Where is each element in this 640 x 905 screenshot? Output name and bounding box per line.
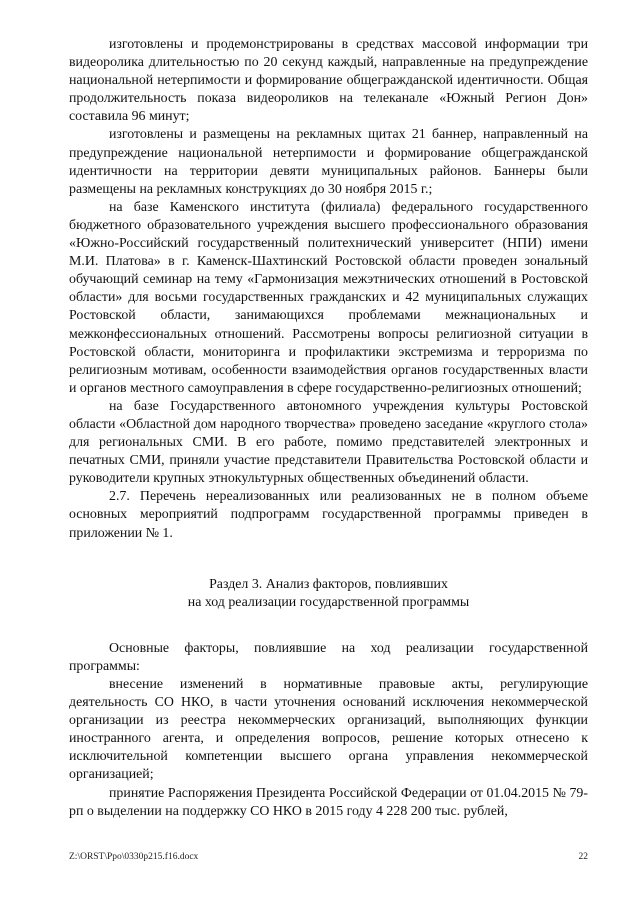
paragraph-round-table: на базе Государственного автономного учреждения культуры Ростовской области «Областной дом народного творчества» проведено заседание «круглого стола» для региональных СМИ. В его работе, помимо представителей электронных и печатных СМИ, приняли участие представители Правительства Ростовской области и руководители крупных этнокультурных общественных объединений области. <box>69 398 588 487</box>
section-heading-line-1: Раздел 3. Анализ факторов, повлиявших <box>209 576 448 592</box>
section-heading-line-2: на ход реализации государственной программы <box>187 594 470 610</box>
footer-page-number: 22 <box>578 852 588 862</box>
paragraph-banners: изготовлены и размещены на рекламных щитах 21 баннер, направленный на предупреждение национальной нетерпимости и формирование общегражданской идентичности на территории девяти муниципальных районов. Баннеры были размещены на рекламных конструкциях до 30 ноября 2015 г.; <box>69 127 588 197</box>
section-heading <box>69 576 588 612</box>
page-footer <box>69 852 588 862</box>
footer-file-path: Z:\ORST\Ppo\0330p215.f16.docx <box>69 852 199 862</box>
paragraph-videos: изготовлены и продемонстрированы в средствах массовой информации три видеоролика длительностью по 20 секунд каждый, направленные на предупреждение национальной нетерпимости и формирование общегражданской идентичности. Общая продолжительность показа видеороликов на телеканале «Южный Регион Дон» составила 96 минут; <box>69 37 588 125</box>
document-body <box>69 36 588 821</box>
paragraph-presidential-order: принятие Распоряжения Президента Российской Федерации от 01.04.2015 № 79-рп о выделении на поддержку СО НКО в 2015 году 4 228 200 тыс. рублей, <box>69 785 588 819</box>
paragraph-legal-changes: внесение изменений в нормативные правовые акты, регулирующие деятельность СО НКО, в части уточнения оснований исключения некоммерческой организации из реестра некоммерческих организаций, выполняющих функции иностранного агента, и определения вопросов, решение которых отнесено к исключительной компетенции высшего органа управления некоммерческой организацией; <box>69 677 588 783</box>
paragraph-section-2-7: 2.7. Перечень нереализованных или реализованных не в полном объеме основных мероприятий подпрограмм государственной программы приведен в приложении № 1. <box>69 489 588 541</box>
paragraph-factors-intro: Основные факторы, повлиявшие на ход реализации государственной программы: <box>69 640 588 674</box>
paragraph-seminar: на базе Каменского института (филиала) федерального государственного бюджетного образовательного учреждения высшего профессионального образования «Южно-Российский государственный политехнический университет (НПИ) имени М.И. Платова» в г. Каменск-Шахтинский Ростовской области проведен зональный обучающий семинар на тему «Гармонизация межэтнических отношений в Ростовской области» для восьми государственных гражданских и 42 муниципальных служащих Ростовской области, занимающихся проблемами межнациональных и межконфессиональных отношений. Рассмотрены вопросы религиозной ситуации в Ростовской области, мониторинга и профилактики экстремизма и терроризма по религиозным мотивам, особенности взаимодействия органов государственных власти и органов местного самоуправления в сфере государственно-религиозных отношений; <box>69 199 588 396</box>
